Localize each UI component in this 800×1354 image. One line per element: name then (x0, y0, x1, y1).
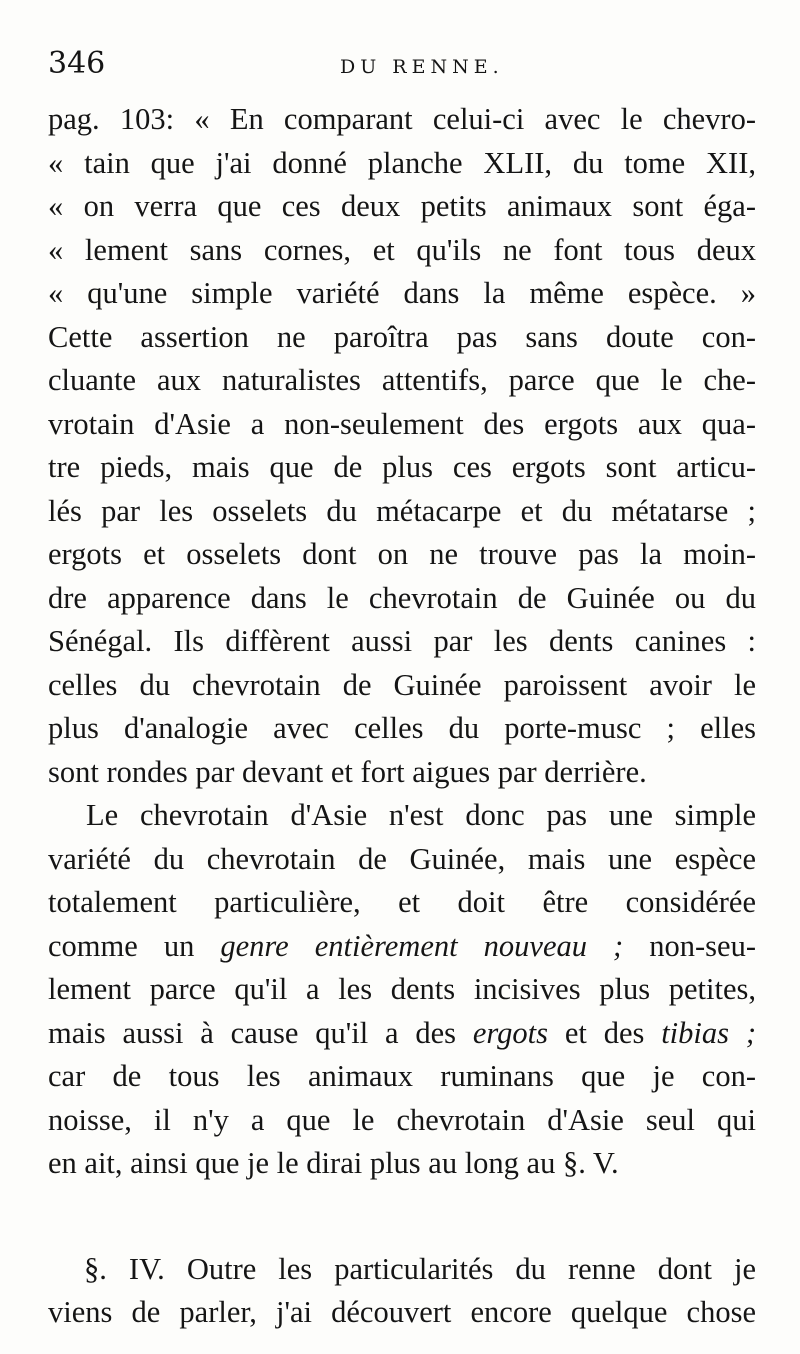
text-run: comme un (48, 928, 221, 963)
text-line: plus d'analogie avec celles du porte-musc ; elles (48, 711, 756, 745)
italic-word: ergots (472, 1015, 549, 1050)
text-line: Le chevrotain d'Asie n'est donc pas une simple (86, 798, 756, 832)
text-run: et des (548, 1015, 662, 1050)
text-line (48, 1012, 756, 1056)
paragraph-conclusion (48, 794, 756, 1186)
text-line: totalement particulière, et doit être considérée (48, 885, 756, 919)
paragraph-section-iv (48, 1248, 756, 1335)
text-line: lement parce qu'il a les dents incisives plus petites, (48, 972, 756, 1006)
text-run: mais aussi à cause qu'il a des (48, 1015, 473, 1050)
page-number: 346 (48, 46, 106, 81)
text-line: sont rondes par devant et fort aigues par derrière. (48, 754, 647, 789)
text-run: non-seu- (623, 928, 756, 963)
text-line: pag. 103: « En comparant celui-ci avec le chevro- (48, 102, 756, 136)
section-gap (48, 1186, 756, 1248)
text-line: ergots et osselets dont on ne trouve pas la moin- (48, 537, 756, 571)
italic-phrase: genre entièrement nouveau ; (220, 928, 624, 963)
text-line (48, 925, 756, 969)
paragraph-quotation (48, 98, 756, 794)
text-line: Cette assertion ne paroîtra pas sans doute con- (48, 319, 756, 354)
text-line: tre pieds, mais que de plus ces ergots sont articu- (48, 450, 756, 484)
text-line: « qu'une simple variété dans la même espèce. » (48, 276, 756, 310)
text-line: « lement sans cornes, et qu'ils ne font tous deux (48, 232, 756, 267)
text-line: en ait, ainsi que je le dirai plus au long au §. V. (48, 1146, 619, 1180)
text-line: celles du chevrotain de Guinée paroissent avoir le (48, 667, 756, 702)
text-line: lés par les osselets du métacarpe et du métatarse ; (48, 493, 756, 528)
page-header (48, 46, 760, 86)
text-line: viens de parler, j'ai découvert encore quelque chose (48, 1295, 756, 1329)
running-head: DU RENNE. (340, 56, 504, 78)
text-line: vrotain d'Asie a non-seulement des ergots aux qua- (48, 406, 756, 441)
text-line: « tain que j'ai donné planche XLII, du tome XII, (48, 145, 756, 180)
text-line: cluante aux naturalistes attentifs, parce que le che- (48, 363, 756, 397)
text-line: §. IV. Outre les particularités du renne dont je (84, 1251, 756, 1286)
text-line: variété du chevrotain de Guinée, mais une espèce (48, 841, 756, 876)
text-line: noisse, il n'y a que le chevrotain d'Asie seul qui (48, 1102, 756, 1137)
text-line: dre apparence dans le chevrotain de Guinée ou du (48, 580, 756, 615)
text-line: car de tous les animaux ruminans que je con- (48, 1059, 756, 1093)
body-text (48, 98, 756, 1335)
text-line: « on verra que ces deux petits animaux sont éga- (48, 189, 756, 223)
italic-word: tibias ; (661, 1015, 756, 1050)
text-line: Sénégal. Ils diffèrent aussi par les dents canines : (48, 624, 756, 658)
